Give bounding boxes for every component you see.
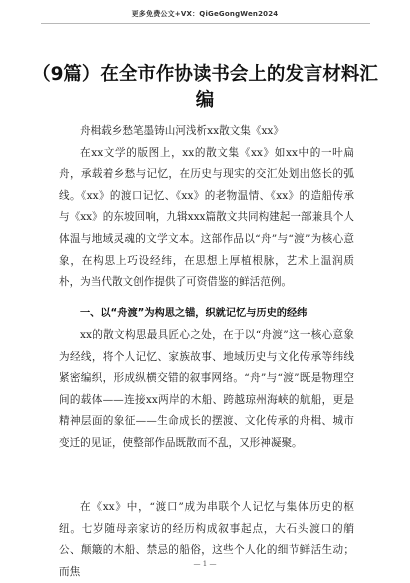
document-title: （9篇）在全市作协读书会上的发言材料汇编: [32, 64, 378, 111]
paragraph-1: 在xx文学的版图上，xx的散文集《xx》如xx中的一叶扁舟，承载着乡愁与记忆，在历史与现实的交汇处划出悠长的弧线。《xx》的渡口记忆、《xx》的老物温情、《xx》的造船传承与《xx》的东坡回响，九辑xxx篇散文共同构建起一部兼具个人体温与地域灵魂的文学文本。这部作品以“舟”与“渡”为核心意象，在构思上巧设经纬，在思想上厚植根脉，艺术上温润质朴，为当代散文创作提供了可资借鉴的鲜活范例。: [59, 146, 354, 289]
section-heading-1: 一、以“舟渡”为构思之锚，织就记忆与历史的经纬: [80, 308, 308, 319]
paragraph-2: xx的散文构思最具匠心之处，在于以“舟渡”这一核心意象为经线，将个人记忆、家族故事、地域历史与文化传承等纬线紧密编织，形成纵横交错的叙事网络。“舟”与“渡”既是物理空间的载体——连接xx两岸的木船、跨越琼州海峡的航船，更是精神层面的象征——生命成长的摆渡、文化传承的舟楫、城市变迁的见证，使整部作品既散而不乱，又形神凝聚。: [59, 329, 354, 449]
page-number: — 1 —: [193, 560, 217, 568]
intro-block: [59, 121, 354, 294]
header-note: 更多免费公文+VX：QiGeGongWen2024: [131, 10, 279, 18]
header-divider: [41, 23, 370, 24]
paragraph-3: 在《xx》中，“渡口”成为串联个人记忆与集体历史的枢纽。七岁随母亲家访的经历构成叙事起点，大石头渡口的艄公、颠簸的木船、禁忌的船俗，这些个人化的细节鲜活生动；而焦: [59, 501, 354, 578]
subtitle-line: 舟楫载乡愁笔墨铸山河浅析xx散文集《xx》: [80, 125, 284, 137]
